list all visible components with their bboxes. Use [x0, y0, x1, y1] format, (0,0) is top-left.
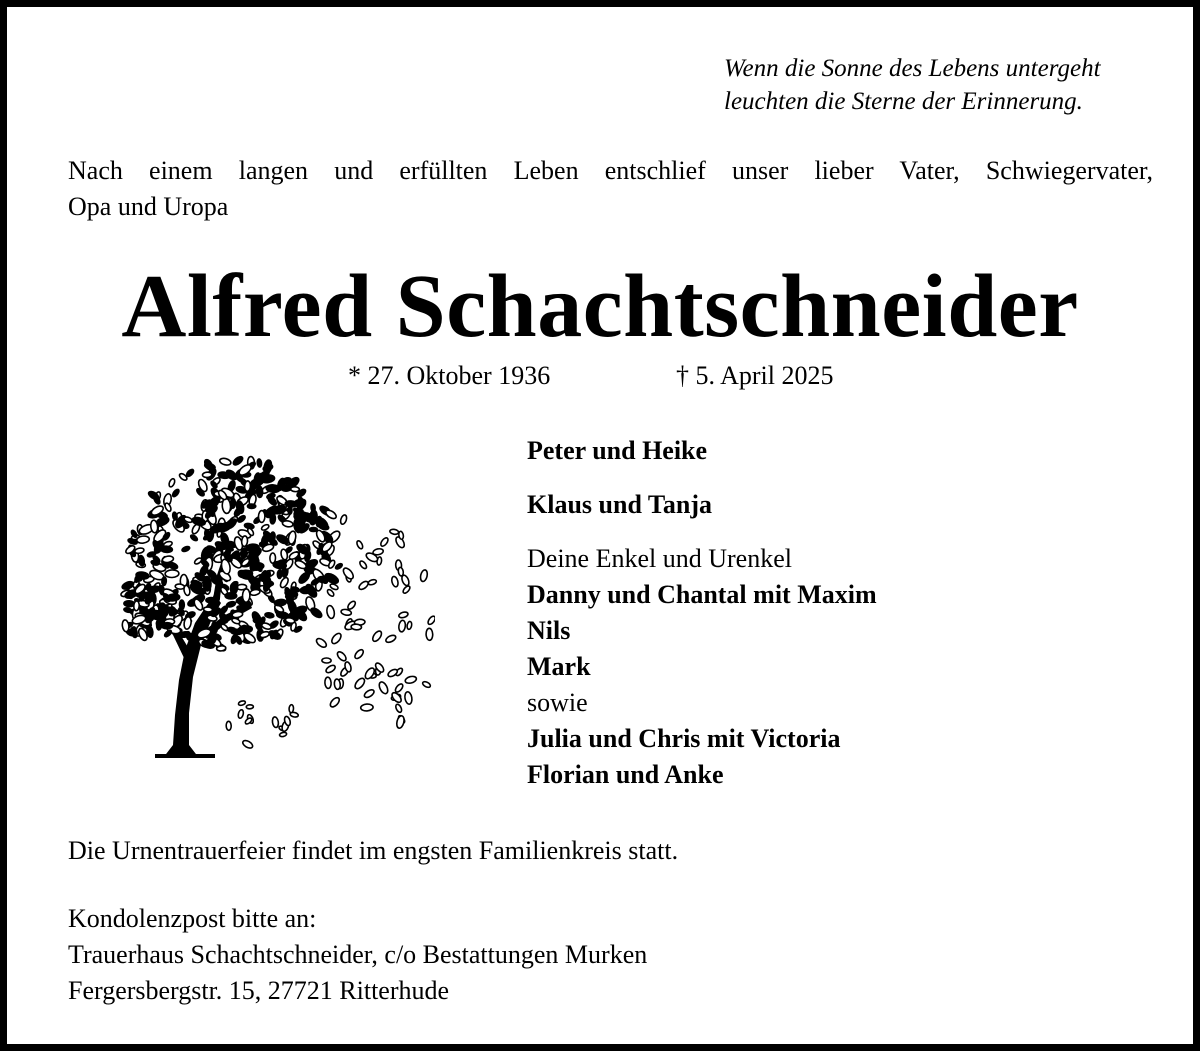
intro-text: [68, 153, 1153, 225]
quote-line-2: leuchten die Sterne der Erinnerung.: [724, 88, 1083, 115]
birth-date: * 27. Oktober 1936: [348, 361, 551, 390]
intro-line-2: Opa und Uropa: [68, 192, 229, 221]
windblown-tree-icon: [115, 445, 435, 765]
family-grandchildren-4: Julia und Chris mit Victoria: [527, 724, 841, 753]
death-date: † 5. April 2025: [676, 361, 834, 390]
family-list: [527, 433, 877, 793]
family-grandchildren-1: Danny und Chantal mit Maxim: [527, 580, 877, 609]
family-grandchildren-3: Mark: [527, 652, 591, 681]
family-joiner: sowie: [527, 688, 588, 717]
quote-line-1: Wenn die Sonne des Lebens untergeht: [724, 55, 1101, 82]
condolence-line-2: Fergersbergstr. 15, 27721 Ritterhude: [68, 976, 450, 1005]
deceased-name: Alfred Schachtschneider: [121, 257, 1079, 356]
ceremony-notice: Die Urnentrauerfeier findet im engsten Familienkreis statt.: [68, 836, 679, 865]
grandchildren-label: Deine Enkel und Urenkel: [527, 544, 792, 573]
condolence-address: [68, 901, 647, 1009]
condolence-label: Kondolenzpost bitte an:: [68, 904, 317, 933]
condolence-line-1: Trauerhaus Schachtschneider, c/o Bestattungen Murken: [68, 940, 648, 969]
family-children-2: Klaus und Tanja: [527, 490, 713, 519]
intro-line-1: Nach einem langen und erfüllten Leben entschlief unser lieber Vater, Schwiegervater,: [68, 156, 1153, 185]
family-grandchildren-5: Florian und Anke: [527, 760, 724, 789]
memorial-quote: [724, 52, 1101, 118]
family-grandchildren-2: Nils: [527, 616, 571, 645]
family-children-1: Peter und Heike: [527, 436, 708, 465]
